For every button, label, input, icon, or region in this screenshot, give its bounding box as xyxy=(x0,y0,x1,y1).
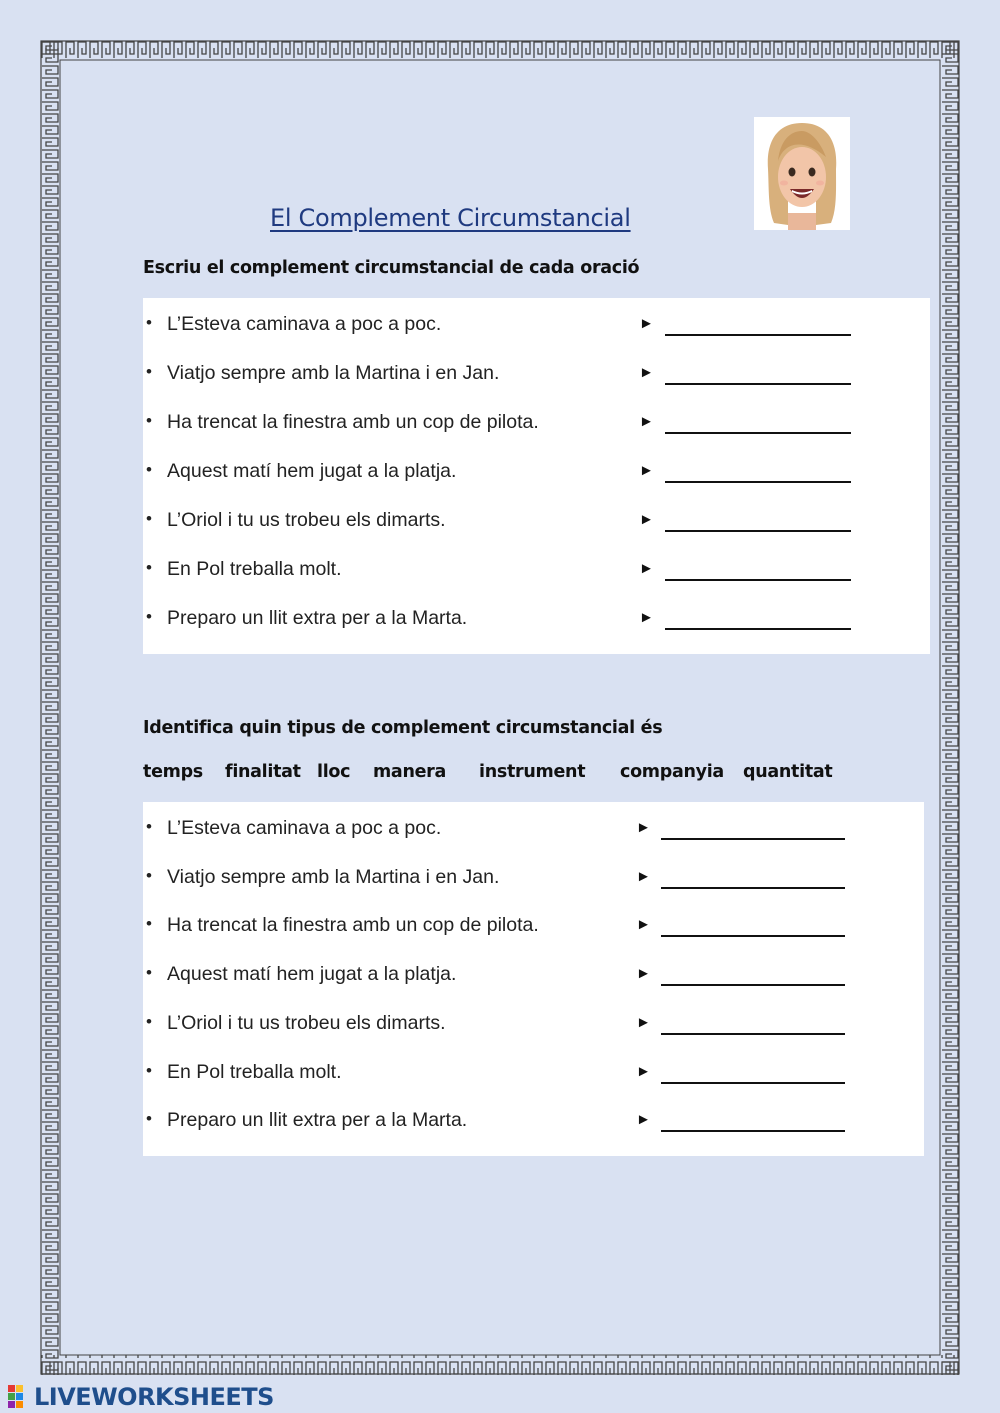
bullet-icon: • xyxy=(146,914,152,934)
exercise-row xyxy=(143,1059,924,1089)
exercise-row xyxy=(143,311,930,341)
answer-blank-field[interactable] xyxy=(661,838,845,840)
bullet-icon: • xyxy=(146,607,152,626)
arrow-right-icon: ► xyxy=(639,609,654,626)
bullet-icon: • xyxy=(146,509,152,528)
sentence-text: Preparo un llit extra per a la Marta. xyxy=(167,1109,468,1132)
bullet-icon: • xyxy=(146,865,152,885)
answer-blank-field[interactable] xyxy=(665,334,851,336)
girl-memoji-icon xyxy=(754,117,850,230)
arrow-right-icon: ► xyxy=(636,916,651,934)
sentence-text: Ha trencat la finestra amb un cop de pilota. xyxy=(167,914,539,937)
exercise-row xyxy=(143,507,930,537)
bullet-icon: • xyxy=(146,362,152,381)
bullet-icon: • xyxy=(146,558,152,577)
arrow-right-icon: ► xyxy=(636,1013,651,1031)
sentence-text: L’Oriol i tu us trobeu els dimarts. xyxy=(167,509,446,531)
exercise-row xyxy=(143,360,930,390)
arrow-right-icon: ► xyxy=(636,867,651,885)
sentence-text: Aquest matí hem jugat a la platja. xyxy=(167,963,457,986)
bullet-icon: • xyxy=(146,817,152,836)
sentence-text: Viatjo sempre amb la Martina i en Jan. xyxy=(167,362,500,384)
arrow-right-icon: ► xyxy=(636,1062,651,1080)
girl-avatar-image xyxy=(754,117,850,230)
type-word: manera xyxy=(373,762,447,782)
arrow-right-icon: ► xyxy=(636,965,651,983)
bullet-icon: • xyxy=(146,1011,152,1031)
type-word: quantitat xyxy=(743,762,833,782)
type-word: companyia xyxy=(620,762,724,782)
bullet-icon: • xyxy=(146,1060,152,1080)
answer-blank-field[interactable] xyxy=(661,984,845,986)
exercise2-instruction: Identifica quin tipus de complement circumstancial és xyxy=(143,718,663,738)
sentence-text: En Pol treballa molt. xyxy=(167,558,342,580)
type-word: lloc xyxy=(317,762,351,782)
exercise-row xyxy=(143,912,924,942)
arrow-right-icon: ► xyxy=(639,315,654,332)
type-word: instrument xyxy=(479,762,586,782)
bullet-icon: • xyxy=(146,313,152,332)
sentence-text: Viatjo sempre amb la Martina i en Jan. xyxy=(167,865,500,888)
exercise-row xyxy=(143,556,930,586)
type-word: temps xyxy=(143,762,203,782)
arrow-right-icon: ► xyxy=(639,462,654,479)
sentence-text: L’Esteva caminava a poc a poc. xyxy=(167,313,442,335)
answer-blank-field[interactable] xyxy=(665,628,851,630)
arrow-right-icon: ► xyxy=(639,364,654,381)
sentence-text: Aquest matí hem jugat a la platja. xyxy=(167,460,457,482)
exercise-row xyxy=(143,605,930,635)
page-title: El Complement Circumstancial xyxy=(270,204,631,232)
exercise-row xyxy=(143,1010,924,1040)
arrow-right-icon: ► xyxy=(639,511,654,528)
exercise-row xyxy=(143,458,930,488)
bullet-icon: • xyxy=(146,963,152,983)
type-word: finalitat xyxy=(225,762,301,782)
exercise-row xyxy=(143,864,924,894)
exercise-row xyxy=(143,961,924,991)
answer-blank-field[interactable] xyxy=(661,887,845,889)
answer-blank-field[interactable] xyxy=(665,432,851,434)
exercise-row xyxy=(143,409,930,439)
answer-blank-field[interactable] xyxy=(665,579,851,581)
exercise-row xyxy=(143,815,924,845)
answer-blank-field[interactable] xyxy=(665,481,851,483)
exercise1-panel xyxy=(143,298,930,654)
arrow-right-icon: ► xyxy=(639,413,654,430)
sentence-text: L’Oriol i tu us trobeu els dimarts. xyxy=(167,1011,446,1034)
exercise-row xyxy=(143,1107,924,1137)
sentence-text: Preparo un llit extra per a la Marta. xyxy=(167,607,468,629)
bullet-icon: • xyxy=(146,460,152,479)
arrow-right-icon: ► xyxy=(636,1111,651,1129)
answer-blank-field[interactable] xyxy=(661,1130,845,1132)
sentence-text: En Pol treballa molt. xyxy=(167,1060,342,1083)
answer-blank-field[interactable] xyxy=(665,383,851,385)
arrow-right-icon: ► xyxy=(639,560,654,577)
logo-text: LIVEWORKSHEETS xyxy=(34,1383,274,1411)
bullet-icon: • xyxy=(146,411,152,430)
answer-blank-field[interactable] xyxy=(661,1033,845,1035)
exercise1-instruction: Escriu el complement circumstancial de cada oració xyxy=(143,258,640,278)
answer-blank-field[interactable] xyxy=(665,530,851,532)
arrow-right-icon: ► xyxy=(636,819,651,836)
sentence-text: L’Esteva caminava a poc a poc. xyxy=(167,817,442,839)
exercise2-panel xyxy=(143,802,924,1156)
answer-blank-field[interactable] xyxy=(661,935,845,937)
bullet-icon: • xyxy=(146,1109,152,1129)
sentence-text: Ha trencat la finestra amb un cop de pilota. xyxy=(167,411,539,433)
logo-blocks-icon xyxy=(8,1385,32,1411)
answer-blank-field[interactable] xyxy=(661,1082,845,1084)
